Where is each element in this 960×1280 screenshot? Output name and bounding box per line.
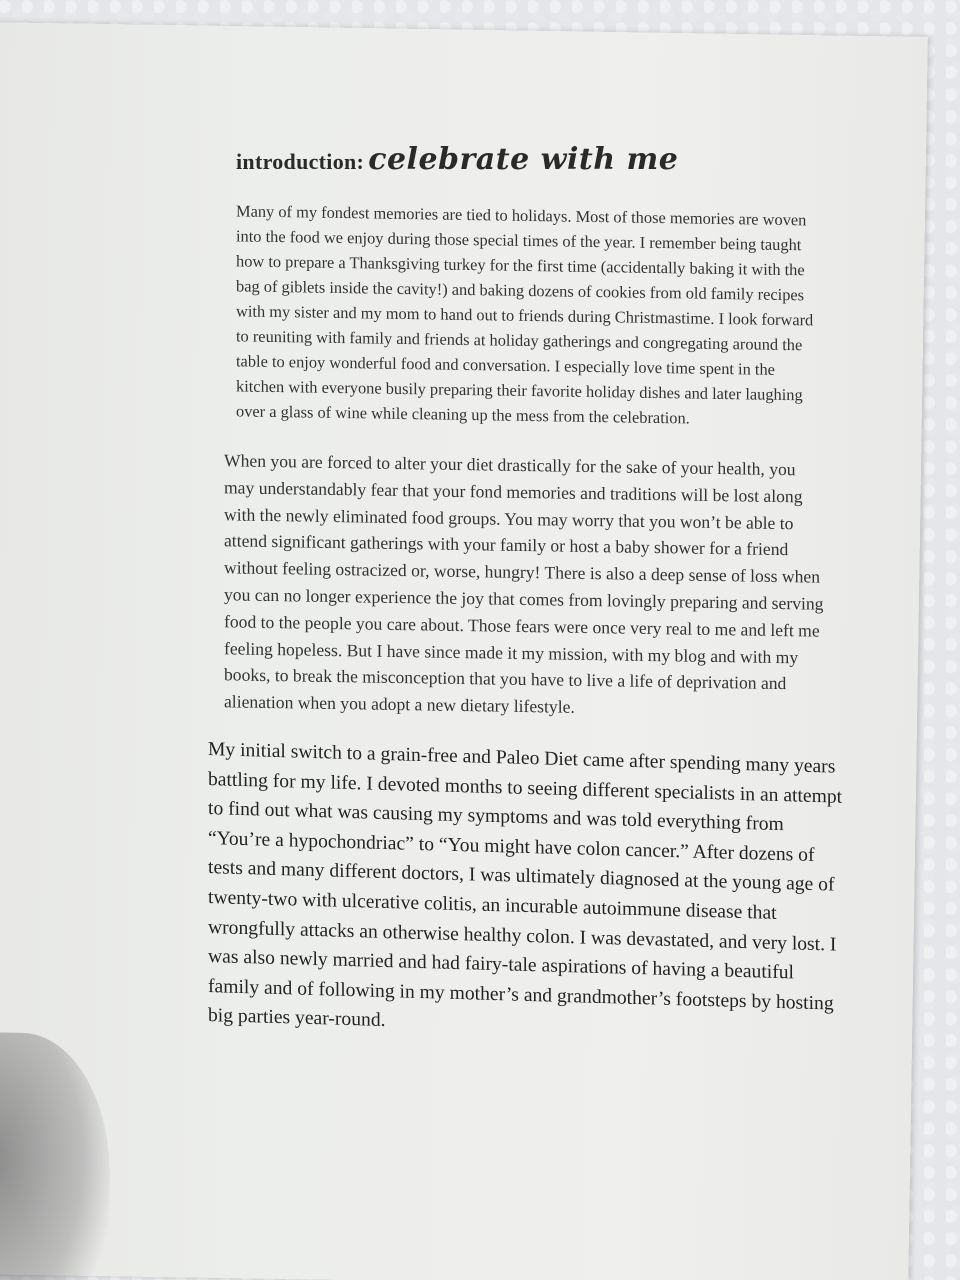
- chapter-heading: [236, 140, 836, 177]
- intro-paragraph-3: My initial switch to a grain-free and Paleo Diet came after spending many years battling for my life. I devoted months to seeing different specialists in an attempt to find out what was causing my symptoms and was told everything from “You’re a hypochondriac” to “You might have colon cancer.” After dozens of tests and many different doctors, I was ultimately diagnosed at the young age of twenty-two with ulcerative colitis, an incurable autoimmune disease that wrongfully attacks an otherwise healthy colon. I was devastated, and very lost. I was also newly married and had fairy-tale aspirations of having a beautiful family and of following in my mother’s and grandmother’s footsteps by hosting big parties year-round.: [208, 739, 843, 1032]
- intro-paragraph-2: When you are forced to alter your diet drastically for the sake of your health, you may understandably fear that your fond memories and traditions will be lost along with the newly eliminated food groups. You may worry that you won’t be able to attend significant gatherings with your family or host a baby shower for a friend without feeling ostracized or, worse, hungry! There is also a deep sense of loss when you can no longer experience the joy that comes from lovingly preparing and serving food to the people you care about. Those fears were once very real to me and left me feeling hopeless. But I have since made it my mission, with my blog and with my books, to break the misconception that you have to live a life of deprivation and alienation when you adopt a new dietary lifestyle.: [224, 450, 824, 717]
- heading-prefix: introduction:: [236, 149, 365, 174]
- thumb-shadow: [0, 1031, 112, 1280]
- intro-paragraph-1: Many of my fondest memories are tied to holidays. Most of those memories are woven into the food we enjoy during those special times of the year. I remember being taught how to prepare a Thanksgiving turkey for the first time (accidentally baking it with the bag of giblets inside the cavity!) and baking dozens of cookies from old family recipes with my sister and my mom to hand out to friends during Christmastime. I look forward to reuniting with family and friends at holiday gatherings and congregating around the table to enjoy wonderful food and conversation. I especially love time spent in the kitchen with everyone busily preparing their favorite holiday dishes and later laughing over a glass of wine while cleaning up the mess from the celebration.: [236, 201, 814, 428]
- page-content: [208, 140, 843, 1040]
- heading-script-title: celebrate with me: [368, 142, 679, 177]
